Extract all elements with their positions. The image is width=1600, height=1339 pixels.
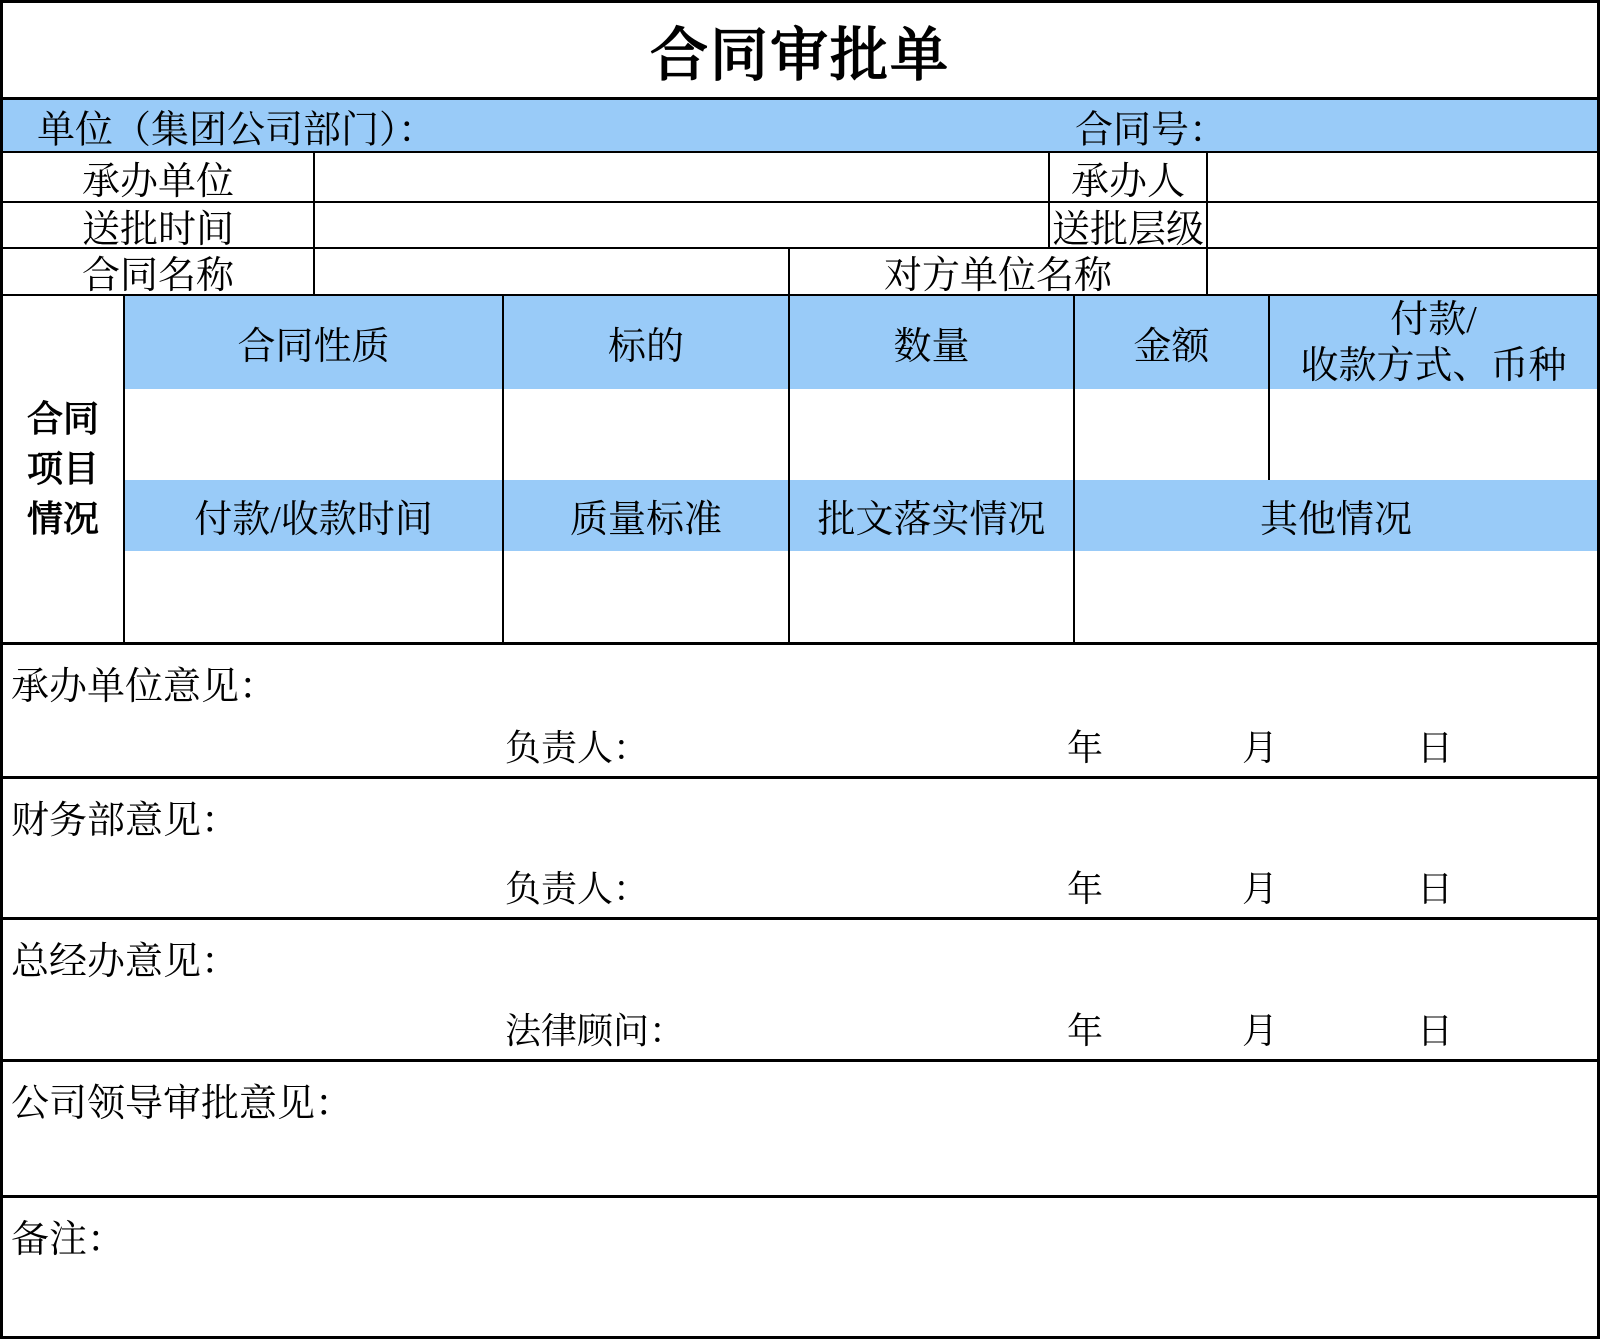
month-label: 月 xyxy=(1242,728,1279,768)
title-row xyxy=(3,3,1597,100)
unit-label: 单位（集团公司部门）： xyxy=(37,109,437,151)
field-quality-standard[interactable] xyxy=(504,551,790,642)
year-label: 年 xyxy=(1067,728,1104,768)
opinion-finance-dept-area[interactable] xyxy=(3,779,1597,920)
counterparty-name-label: 对方单位名称 xyxy=(790,249,1208,294)
project-row-header: 合同项目情况 xyxy=(26,399,99,539)
field-payment-time[interactable] xyxy=(125,551,504,642)
header-subject: 标的 xyxy=(504,296,790,389)
header-amount: 金额 xyxy=(1075,296,1270,389)
field-subject[interactable] xyxy=(504,389,790,480)
header-payment-method-line2: 收款方式、币种 xyxy=(1300,344,1567,387)
field-submit-level[interactable] xyxy=(1208,203,1597,247)
opinion-general-office-label: 总经办意见： xyxy=(11,941,240,983)
day-label: 日 xyxy=(1417,1011,1454,1051)
day-label: 日 xyxy=(1417,728,1454,768)
day-label: 日 xyxy=(1417,869,1454,909)
opinion-finance-dept-signer-label: 负责人： xyxy=(505,869,650,909)
field-quantity[interactable] xyxy=(790,389,1075,480)
opinion-legal-counsel-label: 法律顾问： xyxy=(505,1011,686,1051)
project-table xyxy=(3,296,1597,645)
field-counterparty-name[interactable] xyxy=(1208,249,1597,294)
info-row-1 xyxy=(3,153,1597,203)
header-payment-method xyxy=(1270,296,1597,389)
opinion-undertaking-unit-label: 承办单位意见： xyxy=(11,666,278,708)
field-submit-time[interactable] xyxy=(315,203,1050,247)
info-row-2 xyxy=(3,203,1597,249)
header-other-situation: 其他情况 xyxy=(1075,480,1597,551)
opinion-company-leader-area[interactable] xyxy=(3,1062,1597,1198)
remark-area[interactable] xyxy=(3,1198,1597,1336)
field-undertaker[interactable] xyxy=(1208,153,1597,201)
contract-name-label: 合同名称 xyxy=(3,249,315,294)
header-bar xyxy=(3,100,1597,153)
contract-no-label: 合同号： xyxy=(1075,109,1228,151)
month-label: 月 xyxy=(1242,1011,1279,1051)
remark-label: 备注： xyxy=(11,1219,126,1261)
field-contract-name[interactable] xyxy=(315,249,790,294)
header-payment-time: 付款/收款时间 xyxy=(125,480,504,551)
field-approval-implementation[interactable] xyxy=(790,551,1075,642)
undertaker-label: 承办人 xyxy=(1050,153,1208,201)
field-other-situation[interactable] xyxy=(1075,551,1597,642)
undertaking-unit-label: 承办单位 xyxy=(3,153,315,201)
field-payment-method[interactable] xyxy=(1270,389,1597,480)
opinion-company-leader-label: 公司领导审批意见： xyxy=(11,1083,354,1125)
submit-level-label: 送批层级 xyxy=(1050,203,1208,247)
submit-time-label: 送批时间 xyxy=(3,203,315,247)
header-payment-method-line1: 付款/ xyxy=(1390,298,1477,341)
opinion-undertaking-unit-area[interactable] xyxy=(3,645,1597,779)
info-row-3 xyxy=(3,249,1597,296)
month-label: 月 xyxy=(1242,869,1279,909)
opinion-general-office-area[interactable] xyxy=(3,920,1597,1062)
opinion-undertaking-unit-signer-label: 负责人： xyxy=(505,728,650,768)
field-contract-nature[interactable] xyxy=(125,389,504,480)
year-label: 年 xyxy=(1067,869,1104,909)
header-quality-standard: 质量标准 xyxy=(504,480,790,551)
header-contract-nature: 合同性质 xyxy=(125,296,504,389)
project-row-header-cell xyxy=(3,296,125,642)
field-undertaking-unit[interactable] xyxy=(315,153,1050,201)
header-approval-implementation: 批文落实情况 xyxy=(790,480,1075,551)
form-title: 合同审批单 xyxy=(649,23,950,88)
field-amount[interactable] xyxy=(1075,389,1270,480)
year-label: 年 xyxy=(1067,1011,1104,1051)
project-table-grid xyxy=(125,296,1597,642)
header-quantity: 数量 xyxy=(790,296,1075,389)
opinion-finance-dept-label: 财务部意见： xyxy=(11,800,240,842)
